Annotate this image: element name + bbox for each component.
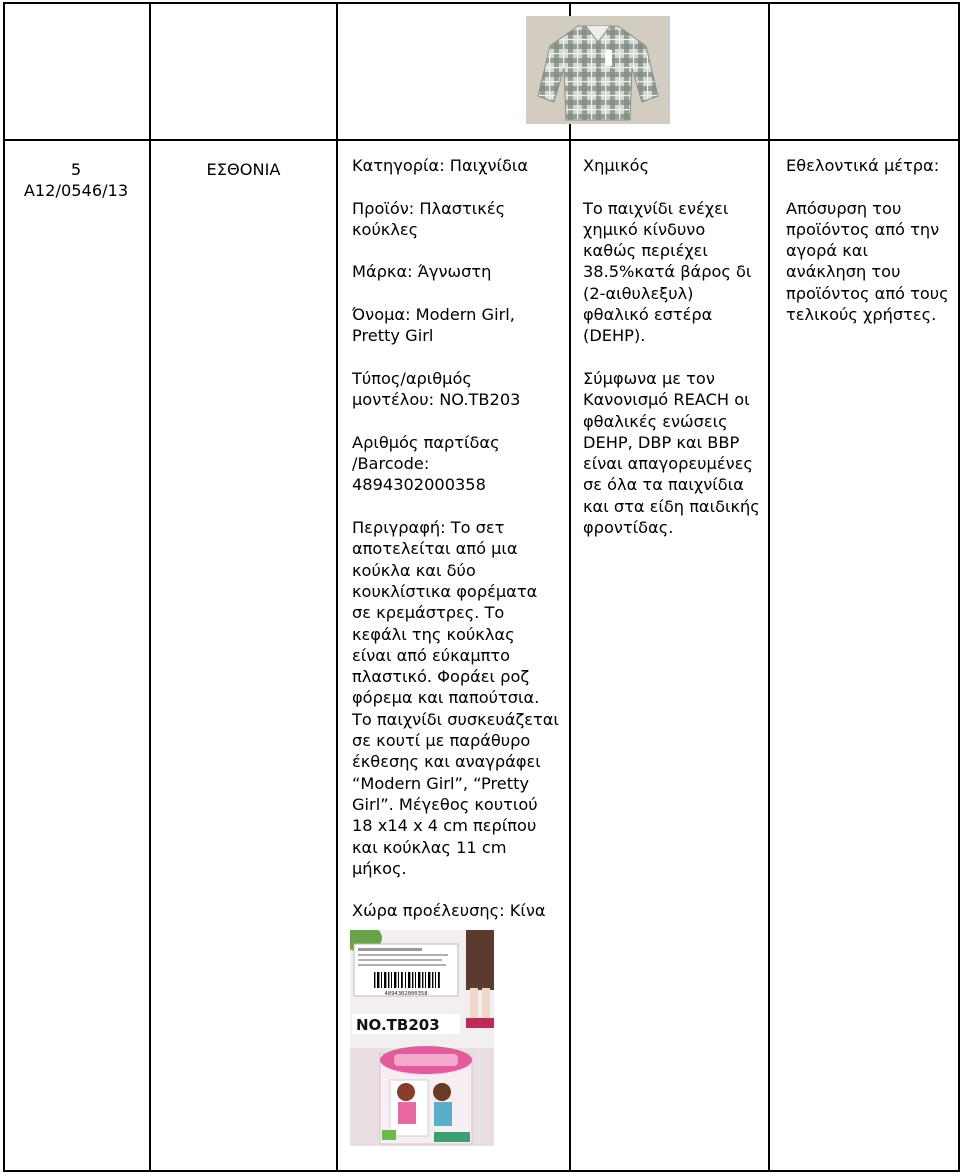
- product-brand: Μάρκα: Άγνωστη: [352, 262, 492, 282]
- prev-cell-number: [4, 3, 150, 140]
- notification-table: [3, 2, 960, 1172]
- product-category: Κατηγορία: Παιχνίδια: [352, 156, 529, 175]
- risk-regulation: Σύμφωνα με τον Κανονισμό REACH οι φθαλικές ενώσεις DEHP, DBP και BBP είναι απαγορευμένες σε όλα τα παιχνίδια και στα είδη παιδικής φροντίδας.: [583, 368, 760, 538]
- product-description: Περιγραφή: Το σετ αποτελείται από μια κούκλα και δύο κουκλίστικα φορέματα σε κρεμάστρες. Το κεφάλι της κούκλας είναι από εύκαμπτο πλαστικό. Φοράει ροζ φόρεμα και παπούτσια. Το παιχνίδι συσκευάζεται σε κουτί με παράθυρο έκθεσης και αναγράφει “Modern Girl”, “Pretty Girl”. Μέγεθος κουτιού 18 x14 x 4 cm περίπου και κούκλας 11 cm μήκος.: [352, 518, 559, 878]
- prev-cell-product: [337, 3, 570, 140]
- product-model: Τύπος/αριθμός μοντέλου: NO.TB203: [352, 368, 521, 410]
- cell-country: [150, 140, 337, 1171]
- cell-risk: [570, 140, 769, 1171]
- prev-cell-measures: [769, 3, 959, 140]
- product-origin: Χώρα προέλευσης: Κίνα: [352, 901, 546, 921]
- row-reference: A12/0546/13: [23, 181, 129, 201]
- risk-type: Χημικός: [583, 156, 650, 175]
- prev-cell-country: [150, 3, 337, 140]
- measures-type: Εθελοντικά μέτρα:: [786, 156, 940, 175]
- notification-row: [4, 140, 959, 1171]
- box-photo: [350, 930, 494, 1146]
- product-trade-name: Όνομα: Modern Girl, Pretty Girl: [352, 305, 515, 346]
- measures-description: Απόσυρση του προϊόντος από την αγορά και ανάκληση του προϊόντος από τους τελικούς χρήστες.: [786, 198, 949, 325]
- cell-product: [337, 140, 570, 1171]
- product-barcode: Αριθμός παρτίδας /Barcode: 4894302000358: [352, 432, 500, 495]
- photo-code-label: NO.TB203: [356, 1015, 440, 1034]
- country: ΕΣΘΟΝΙΑ: [206, 160, 281, 179]
- previous-row: [4, 3, 959, 140]
- row-number: 5: [70, 160, 82, 179]
- risk-description: Το παιχνίδι ενέχει χημικό κίνδυνο καθώς περιέχει 38.5%κατά βάρος δι (2-αιθυλεξυλ) φθαλικό εστέρα (DEHP).: [583, 198, 752, 346]
- barcode-digits: 4894302000358: [384, 990, 428, 997]
- cell-number: [4, 140, 150, 1171]
- product-name: Προϊόν: Πλαστικές κούκλες: [352, 198, 506, 239]
- cell-measures: [769, 140, 959, 1171]
- shirt-photo: [526, 16, 670, 124]
